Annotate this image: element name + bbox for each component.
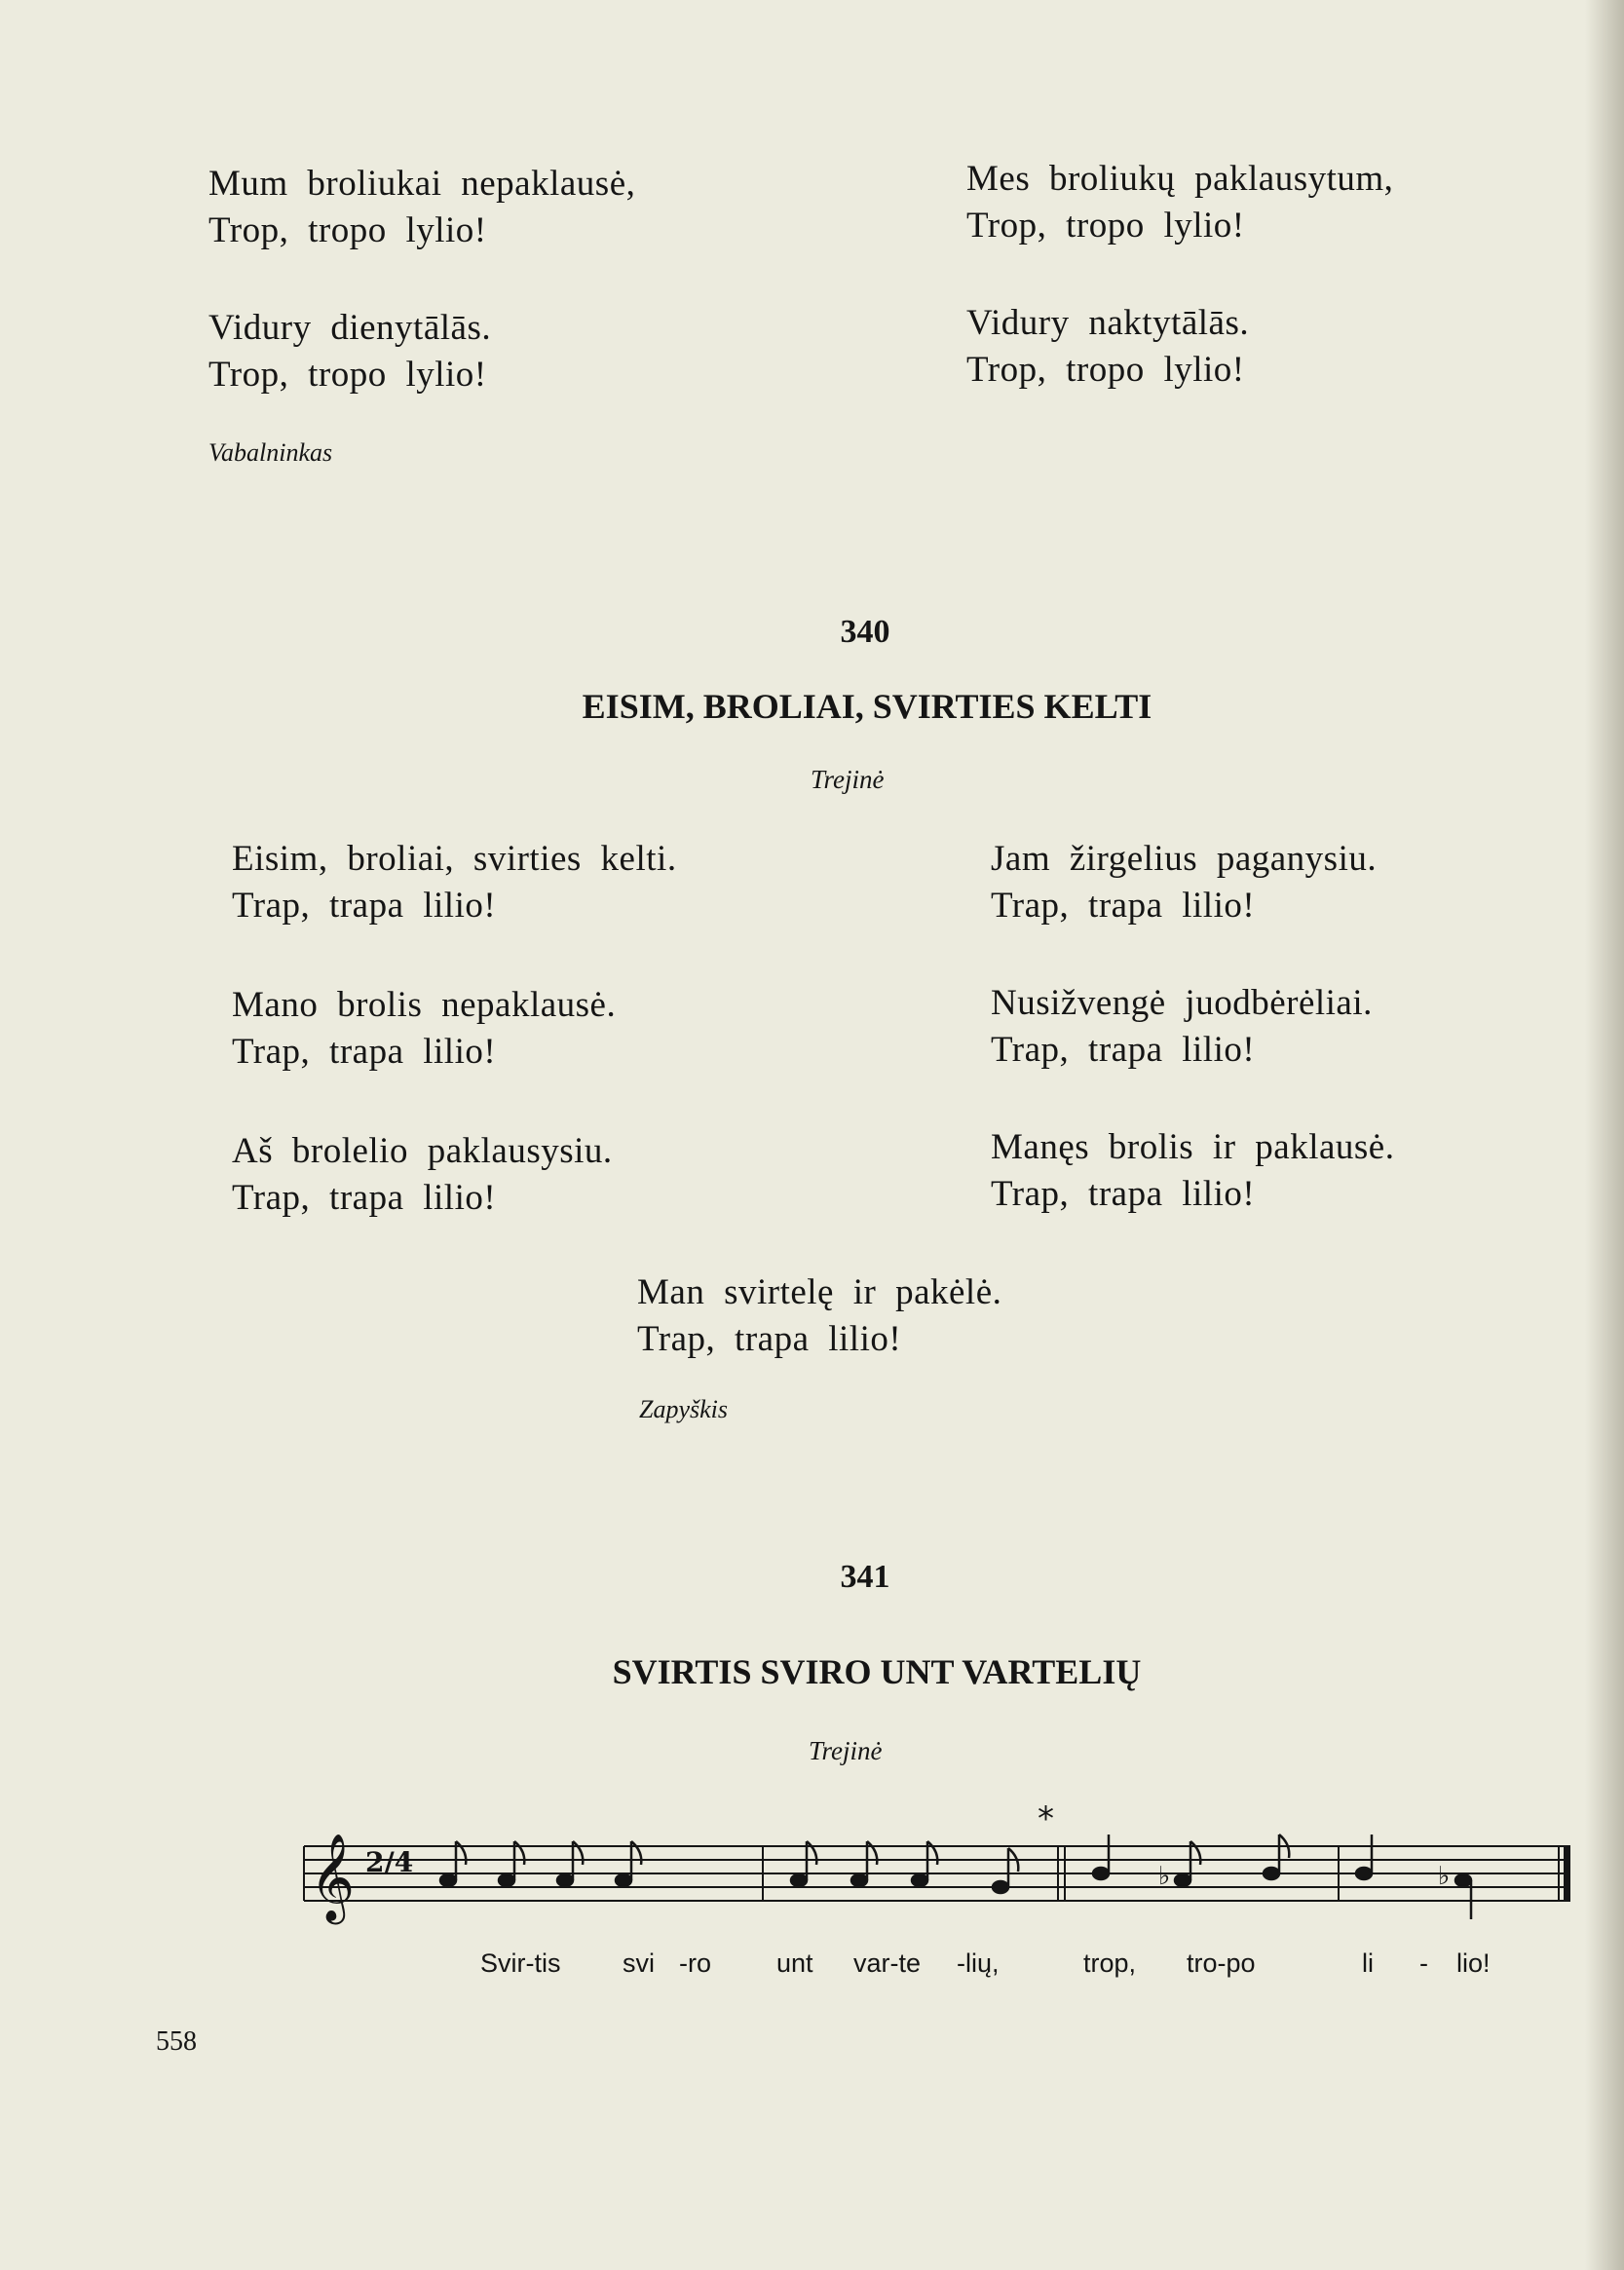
note [912,1841,937,1886]
song-number-341: 341 [840,1559,890,1595]
note [1175,1841,1200,1886]
refrain-line: Trop, tropo lylio! [966,206,1245,246]
prev-stanza-left-1 [208,161,635,254]
lyric-syllable: trop, [1083,1948,1137,1978]
note [1093,1835,1109,1879]
note [791,1841,816,1886]
s340-origin: Zapyškis [639,1395,728,1423]
s340-stanza-center [637,1269,1001,1363]
prev-stanza-right-2 [966,300,1249,394]
refrain-line: Trap, trapa lilio! [232,886,497,926]
lyric-syllable: -lių, [957,1948,1000,1978]
prev-stanza-right-1 [966,156,1393,249]
refrain-line: Trop, tropo lylio! [966,350,1245,390]
svg-text:♭: ♭ [1158,1862,1171,1891]
lyric-syllable: tro-po [1187,1948,1256,1978]
refrain-line: Trap, trapa lilio! [232,1178,497,1218]
song-subtitle-340: Trejinė [811,765,885,794]
lyric-syllable: Svir-tis [480,1948,561,1978]
note [851,1841,877,1886]
lyric-syllable: var-te [853,1948,922,1978]
music-staff [0,1793,1624,1929]
song-title-340: EISIM, BROLIAI, SVIRTIES KELTI [582,687,1152,726]
note [557,1841,583,1886]
page-edge-shadow [1585,0,1624,2270]
verse-line: Manęs brolis ir paklausė. [991,1127,1395,1167]
verse-line: Mes broliukų paklausytum, [966,159,1394,199]
verse-line: Vidury naktytālās. [966,303,1250,343]
verse-line: Man svirtelę ir pakėlė. [637,1272,1002,1312]
page-number: 558 [156,2026,197,2057]
lyric-syllable: unt [776,1948,813,1978]
note [440,1841,466,1886]
refrain-line: Trap, trapa lilio! [991,1030,1256,1070]
prev-stanza-left-2 [208,305,491,398]
treble-clef-icon: 𝄞 [310,1834,356,1921]
lyric-syllable: -ro [679,1948,711,1978]
refrain-line: Trop, tropo lylio! [208,355,487,395]
s340-stanza-right-1 [991,836,1377,929]
s340-stanza-left-2 [232,982,616,1076]
s340-stanza-right-3 [991,1124,1394,1218]
verse-line: Aš brolelio paklausysiu. [232,1131,613,1171]
refrain-line: Trap, trapa lilio! [991,1174,1256,1214]
note [616,1841,641,1886]
notes [440,1835,1471,1919]
svg-text:♭: ♭ [1438,1862,1451,1891]
lyric-syllable: - [1419,1948,1428,1978]
refrain-line: Trap, trapa lilio! [637,1319,902,1359]
song-subtitle-341: Trejinė [809,1736,883,1765]
song-title-341: SVIRTIS SVIRO UNT VARTELIŲ [612,1652,1142,1691]
s340-stanza-right-2 [991,980,1373,1074]
refrain-line: Trap, trapa lilio! [232,1032,497,1072]
song-number-340: 340 [840,614,890,650]
verse-line: Eisim, broliai, svirties kelti. [232,839,677,879]
note [1356,1835,1372,1879]
lyric-syllable: svi [623,1948,655,1978]
lyric-syllable: li [1362,1948,1374,1978]
s340-stanza-left-3 [232,1128,613,1222]
verse-line: Vidury dienytālās. [208,308,492,348]
s340-stanza-left-1 [232,836,677,929]
verse-line: Mum broliukai nepaklausė, [208,164,636,204]
asterisk-mark: * [1038,1799,1054,1838]
note [499,1841,524,1886]
verse-line: Nusižvengė juodbėrėliai. [991,983,1373,1023]
svg-text:2/4: 2/4 [365,1846,414,1878]
verse-line: Mano brolis nepaklausė. [232,985,617,1025]
verse-line: Jam žirgelius paganysiu. [991,839,1378,879]
prev-origin: Vabalninkas [208,438,333,467]
lyric-syllable: lio! [1456,1948,1491,1978]
note [1455,1874,1471,1919]
refrain-line: Trop, tropo lylio! [208,210,487,250]
refrain-line: Trap, trapa lilio! [991,886,1256,926]
